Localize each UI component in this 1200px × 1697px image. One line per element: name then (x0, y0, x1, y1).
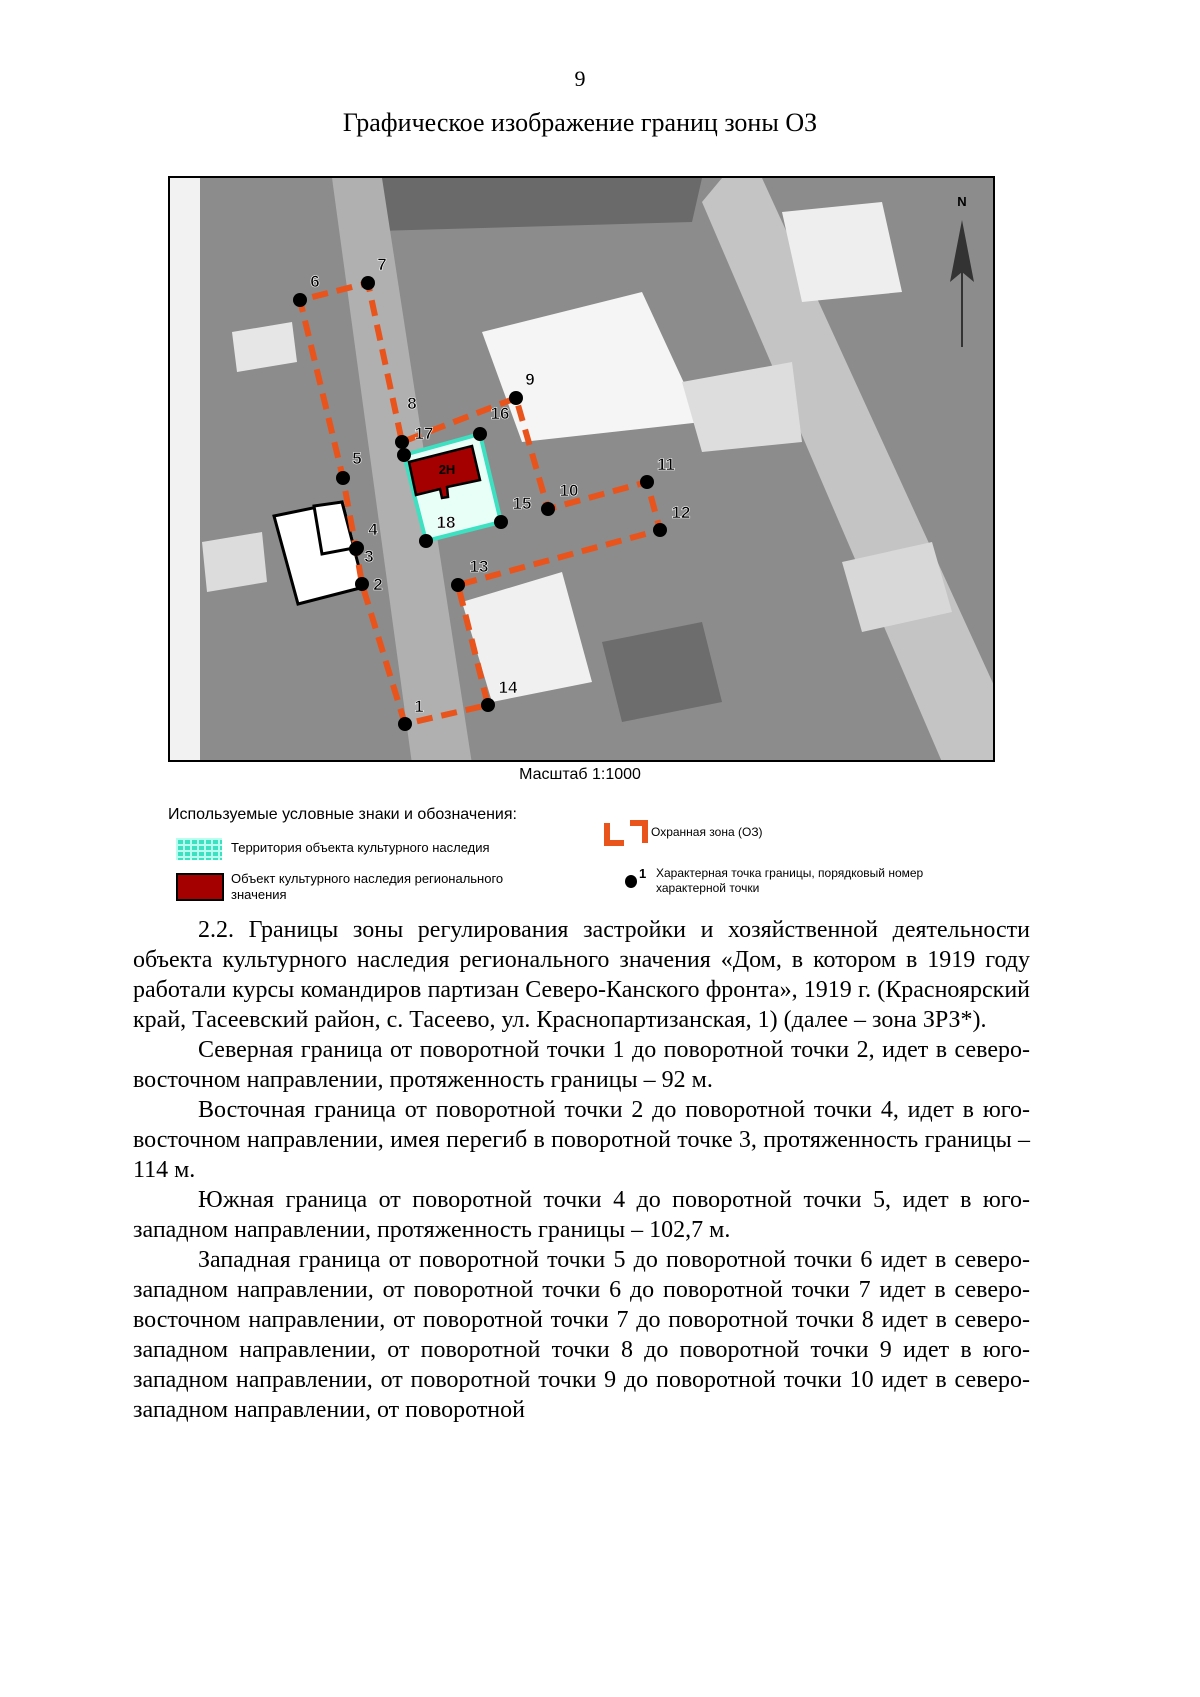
boundary-point-marker (361, 276, 375, 290)
boundary-point-marker (397, 448, 411, 462)
boundary-point-marker (509, 391, 523, 405)
boundary-point-label: 3 (364, 547, 374, 566)
territory-swatch (176, 838, 222, 860)
body-text (133, 915, 1030, 1425)
boundary-point-marker (541, 502, 555, 516)
boundary-point-label: 2 (373, 575, 383, 594)
zone-swatch-icon (604, 820, 648, 846)
boundary-point-label: 6 (310, 272, 320, 291)
map-scale: Масштаб 1:1000 (519, 766, 641, 783)
boundary-point-label: 16 (490, 404, 510, 423)
paragraph: Восточная граница от поворотной точки 2 до поворотной точки 4, идет в юго-восточном направлении, имея перегиб в поворотной точке 3, протяженность границы – 114 м. (133, 1097, 1030, 1183)
boundary-point-label: 7 (377, 255, 387, 274)
boundary-point-marker (398, 717, 412, 731)
legend-point: Характерная точка границы, порядковый номер характерной точки (656, 866, 924, 895)
page-number: 9 (574, 66, 586, 91)
boundary-point-marker (419, 534, 433, 548)
boundary-point-label: 10 (559, 481, 579, 500)
aerial-background (170, 178, 995, 762)
paragraph: Северная граница от поворотной точки 1 до поворотной точки 2, идет в северо-восточном направлении, протяженность границы – 92 м. (133, 1037, 1030, 1093)
point-swatch-icon (625, 875, 637, 888)
legend-heading: Используемые условные знаки и обозначения: (168, 806, 517, 823)
boundary-point-label: 9 (525, 370, 535, 389)
legend-object: Объект культурного наследия регионального значения (231, 871, 504, 902)
object-swatch (176, 873, 224, 901)
north-label: N (957, 194, 967, 209)
map-svg (170, 178, 995, 762)
boundary-point-label: 13 (469, 557, 489, 576)
legend-territory: Территория объекта культурного наследия (231, 840, 490, 855)
boundary-point-marker (336, 471, 350, 485)
object-label: 2Н (438, 462, 456, 477)
paragraph: 2.2. Границы зоны регулирования застройки и хозяйственной деятельности объекта культурного наследия регионального значения «Дом, в котором в 1919 году работали курсы командиров партизан Северо-Канского фронта», 1919 г. (Красноярский край, Тасеевский район, с. Тасеево, ул. Краснопартизанская, 1) (далее – зона ЗРЗ*). (133, 917, 1030, 1033)
legend-point-number: 1 (639, 866, 647, 881)
boundary-point-marker (640, 475, 654, 489)
satellite-map (168, 176, 995, 762)
boundary-point-marker (350, 541, 364, 555)
boundary-point-marker (293, 293, 307, 307)
boundary-point-marker (451, 578, 465, 592)
boundary-point-marker (395, 435, 409, 449)
boundary-point-label: 18 (436, 513, 456, 532)
boundary-point-marker (355, 577, 369, 591)
boundary-point-marker (473, 427, 487, 441)
page-title: Графическое изображение границ зоны ОЗ (342, 108, 818, 137)
boundary-point-marker (481, 698, 495, 712)
boundary-point-label: 11 (657, 455, 675, 474)
boundary-point-label: 12 (671, 503, 691, 522)
boundary-point-label: 15 (512, 494, 532, 513)
boundary-point-label: 4 (368, 520, 378, 539)
boundary-point-marker (494, 515, 508, 529)
paragraph: Южная граница от поворотной точки 4 до поворотной точки 5, идет в юго-западном направлении, протяженность границы – 102,7 м. (133, 1187, 1030, 1243)
boundary-point-label: 1 (414, 697, 424, 716)
boundary-point-marker (653, 523, 667, 537)
boundary-point-label: 14 (498, 678, 518, 697)
paragraph: Западная граница от поворотной точки 5 до поворотной точки 6 идет в северо-западном направлении, от поворотной точки 6 до поворотной точки 7 идет в северо-восточном направлении, от поворотной точки 7 до поворотной точки 8 идет в северо-западном направлении, от поворотной точки 8 до поворотной точки 9 идет в юго-западном направлении, от поворотной точки 9 до поворотной точки 10 идет в северо-западном направлении, от поворотной (133, 1247, 1030, 1423)
boundary-point-label: 17 (414, 424, 434, 443)
boundary-point-label: 8 (407, 394, 417, 413)
boundary-point-label: 5 (352, 449, 362, 468)
legend-zone: Охранная зона (ОЗ) (651, 825, 763, 839)
